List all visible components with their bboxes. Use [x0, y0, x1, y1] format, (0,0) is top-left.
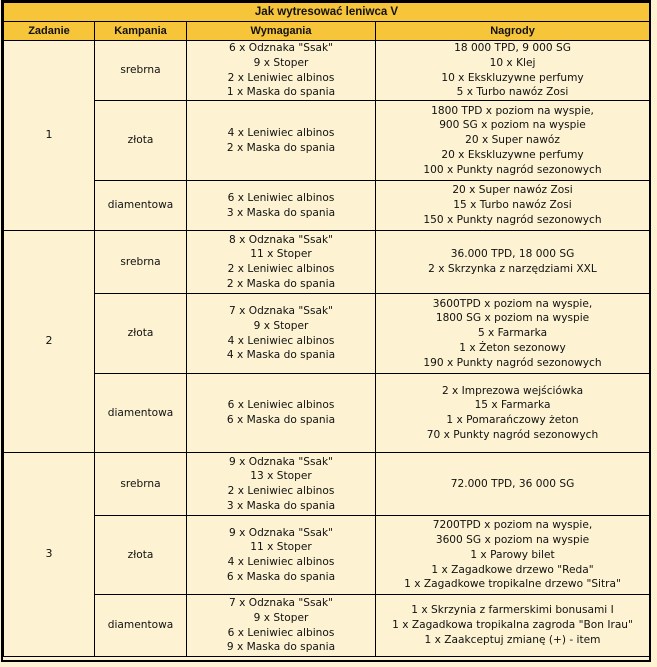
requirement-item: 6 x Maska do spania [226, 570, 336, 583]
requirement-item: 4 x Leniwiec albinos [227, 556, 335, 569]
header-task: Zadanie [4, 22, 95, 41]
requirement-item: 6 x Maska do spania [226, 414, 336, 427]
reward-item: 7200TPD x poziom na wyspie, [432, 519, 593, 532]
campaign-cell: diamentowa [95, 595, 187, 657]
header-requirements: Wymagania [187, 22, 376, 41]
table-body [4, 41, 650, 657]
requirement-item: 7 x Odznaka "Ssak" [229, 305, 333, 318]
reward-item: 15 x Turbo nawóz Zosi [453, 199, 572, 212]
requirement-item: 3 x Maska do spania [226, 206, 336, 219]
reward-item: 10 x Klej [489, 56, 536, 69]
requirement-item: 13 x Stoper [250, 470, 312, 483]
task-number-cell: 2 [4, 231, 95, 453]
requirement-item: 2 x Maska do spania [226, 141, 336, 154]
table-row [4, 374, 650, 453]
reward-item: 100 x Punkty nagród sezonowych [423, 163, 602, 176]
reward-item: 20 x Super nawóz [465, 134, 560, 147]
reward-item: 36.000 TPD, 18 000 SG [450, 248, 575, 261]
requirement-item: 2 x Maska do spania [226, 277, 336, 290]
reward-item: 3600TPD x poziom na wyspie, [432, 297, 593, 310]
requirements-cell [187, 101, 376, 181]
reward-item: 190 x Punkty nagród sezonowych [423, 356, 602, 369]
table-row [4, 453, 650, 516]
requirement-item: 9 x Stoper [253, 319, 309, 332]
reward-item: 1 x Zagadkowe drzewo "Reda" [431, 563, 594, 576]
requirements-cell [187, 231, 376, 294]
requirements-cell [187, 516, 376, 595]
rewards-table-frame [1, 0, 651, 662]
rewards-cell [376, 41, 650, 101]
requirement-item: 6 x Leniwiec albinos [227, 191, 335, 204]
reward-item: 1 x Zagadkowa tropikalna zagroda "Bon Irau" [392, 619, 633, 632]
reward-item: 72.000 TPD, 36 000 SG [450, 477, 575, 490]
requirements-cell [187, 374, 376, 453]
requirement-item: 9 x Odznaka "Ssak" [229, 455, 333, 468]
reward-item: 1 x Parowy bilet [470, 548, 555, 561]
requirements-cell [187, 181, 376, 231]
rewards-cell [376, 374, 650, 453]
requirement-item: 9 x Maska do spania [226, 641, 336, 654]
requirement-item: 4 x Maska do spania [226, 349, 336, 362]
reward-item: 150 x Punkty nagród sezonowych [423, 214, 602, 227]
reward-item: 20 x Ekskluzywne perfumy [441, 149, 584, 162]
campaign-cell: złota [95, 294, 187, 374]
requirement-item: 6 x Leniwiec albinos [227, 626, 335, 639]
reward-item: 70 x Punkty nagród sezonowych [426, 428, 599, 441]
requirement-item: 4 x Leniwiec albinos [227, 334, 335, 347]
table-row [4, 516, 650, 595]
table-row [4, 294, 650, 374]
reward-item: 2 x Skrzynka z narzędziami XXL [428, 263, 597, 276]
requirements-cell [187, 453, 376, 516]
requirement-item: 2 x Leniwiec albinos [227, 263, 335, 276]
requirement-item: 8 x Odznaka "Ssak" [229, 233, 333, 246]
requirements-cell [187, 41, 376, 101]
reward-item: 1800 TPD x poziom na wyspie, [431, 104, 594, 117]
rewards-table [3, 2, 650, 657]
reward-item: 18 000 TPD, 9 000 SG [454, 42, 571, 54]
campaign-cell: złota [95, 516, 187, 595]
requirement-item: 6 x Odznaka "Ssak" [229, 42, 333, 54]
requirement-item: 9 x Stoper [253, 56, 309, 69]
requirement-item: 2 x Leniwiec albinos [227, 71, 335, 84]
reward-item: 900 SG x poziom na wyspie [439, 119, 586, 132]
task-number-cell: 3 [4, 453, 95, 657]
task-number-cell: 1 [4, 41, 95, 231]
table-row [4, 595, 650, 657]
requirement-item: 11 x Stoper [250, 248, 312, 261]
rewards-cell [376, 231, 650, 294]
campaign-cell: diamentowa [95, 374, 187, 453]
reward-item: 3600 SG x poziom na wyspie [435, 533, 590, 546]
campaign-cell: srebrna [95, 41, 187, 101]
requirement-item: 7 x Odznaka "Ssak" [229, 597, 333, 610]
campaign-cell: diamentowa [95, 181, 187, 231]
requirements-cell [187, 595, 376, 657]
reward-item: 1 x Zagadkowe tropikalne drzewo "Sitra" [404, 578, 621, 591]
campaign-cell: srebrna [95, 453, 187, 516]
table-row [4, 41, 650, 101]
reward-item: 1 x Żeton sezonowy [459, 342, 566, 355]
table-row [4, 101, 650, 181]
reward-item: 20 x Super nawóz Zosi [452, 184, 573, 197]
reward-item: 1 x Skrzynia z farmerskimi bonusami I [411, 604, 614, 617]
rewards-cell [376, 453, 650, 516]
reward-item: 15 x Farmarka [474, 399, 551, 412]
campaign-cell: srebrna [95, 231, 187, 294]
campaign-cell: złota [95, 101, 187, 181]
header-rewards: Nagrody [376, 22, 650, 41]
reward-item: 5 x Farmarka [477, 327, 548, 340]
requirement-item: 9 x Odznaka "Ssak" [229, 526, 333, 539]
requirements-cell [187, 294, 376, 374]
table-row [4, 181, 650, 231]
reward-item: 1 x Pomarańczowy żeton [446, 414, 579, 427]
requirement-item: 3 x Maska do spania [226, 499, 336, 512]
requirement-item: 6 x Leniwiec albinos [227, 399, 335, 412]
reward-item: 1 x Zaakceptuj zmianę (+) - item [424, 634, 601, 647]
table-row [4, 231, 650, 294]
rewards-cell [376, 516, 650, 595]
rewards-cell [376, 595, 650, 657]
reward-item: 2 x Imprezowa wejściówka [441, 384, 584, 397]
requirement-item: 1 x Maska do spania [226, 86, 336, 99]
table-title: Jak wytresować leniwca V [4, 3, 650, 22]
reward-item: 1800 SG x poziom na wyspie [435, 312, 590, 325]
requirement-item: 9 x Stoper [253, 611, 309, 624]
requirement-item: 2 x Leniwiec albinos [227, 485, 335, 498]
requirement-item: 11 x Stoper [250, 541, 312, 554]
reward-item: 10 x Ekskluzywne perfumy [441, 71, 584, 84]
reward-item: 5 x Turbo nawóz Zosi [456, 86, 569, 99]
rewards-cell [376, 294, 650, 374]
rewards-cell [376, 181, 650, 231]
rewards-cell [376, 101, 650, 181]
requirement-item: 4 x Leniwiec albinos [227, 126, 335, 139]
header-campaign: Kampania [95, 22, 187, 41]
